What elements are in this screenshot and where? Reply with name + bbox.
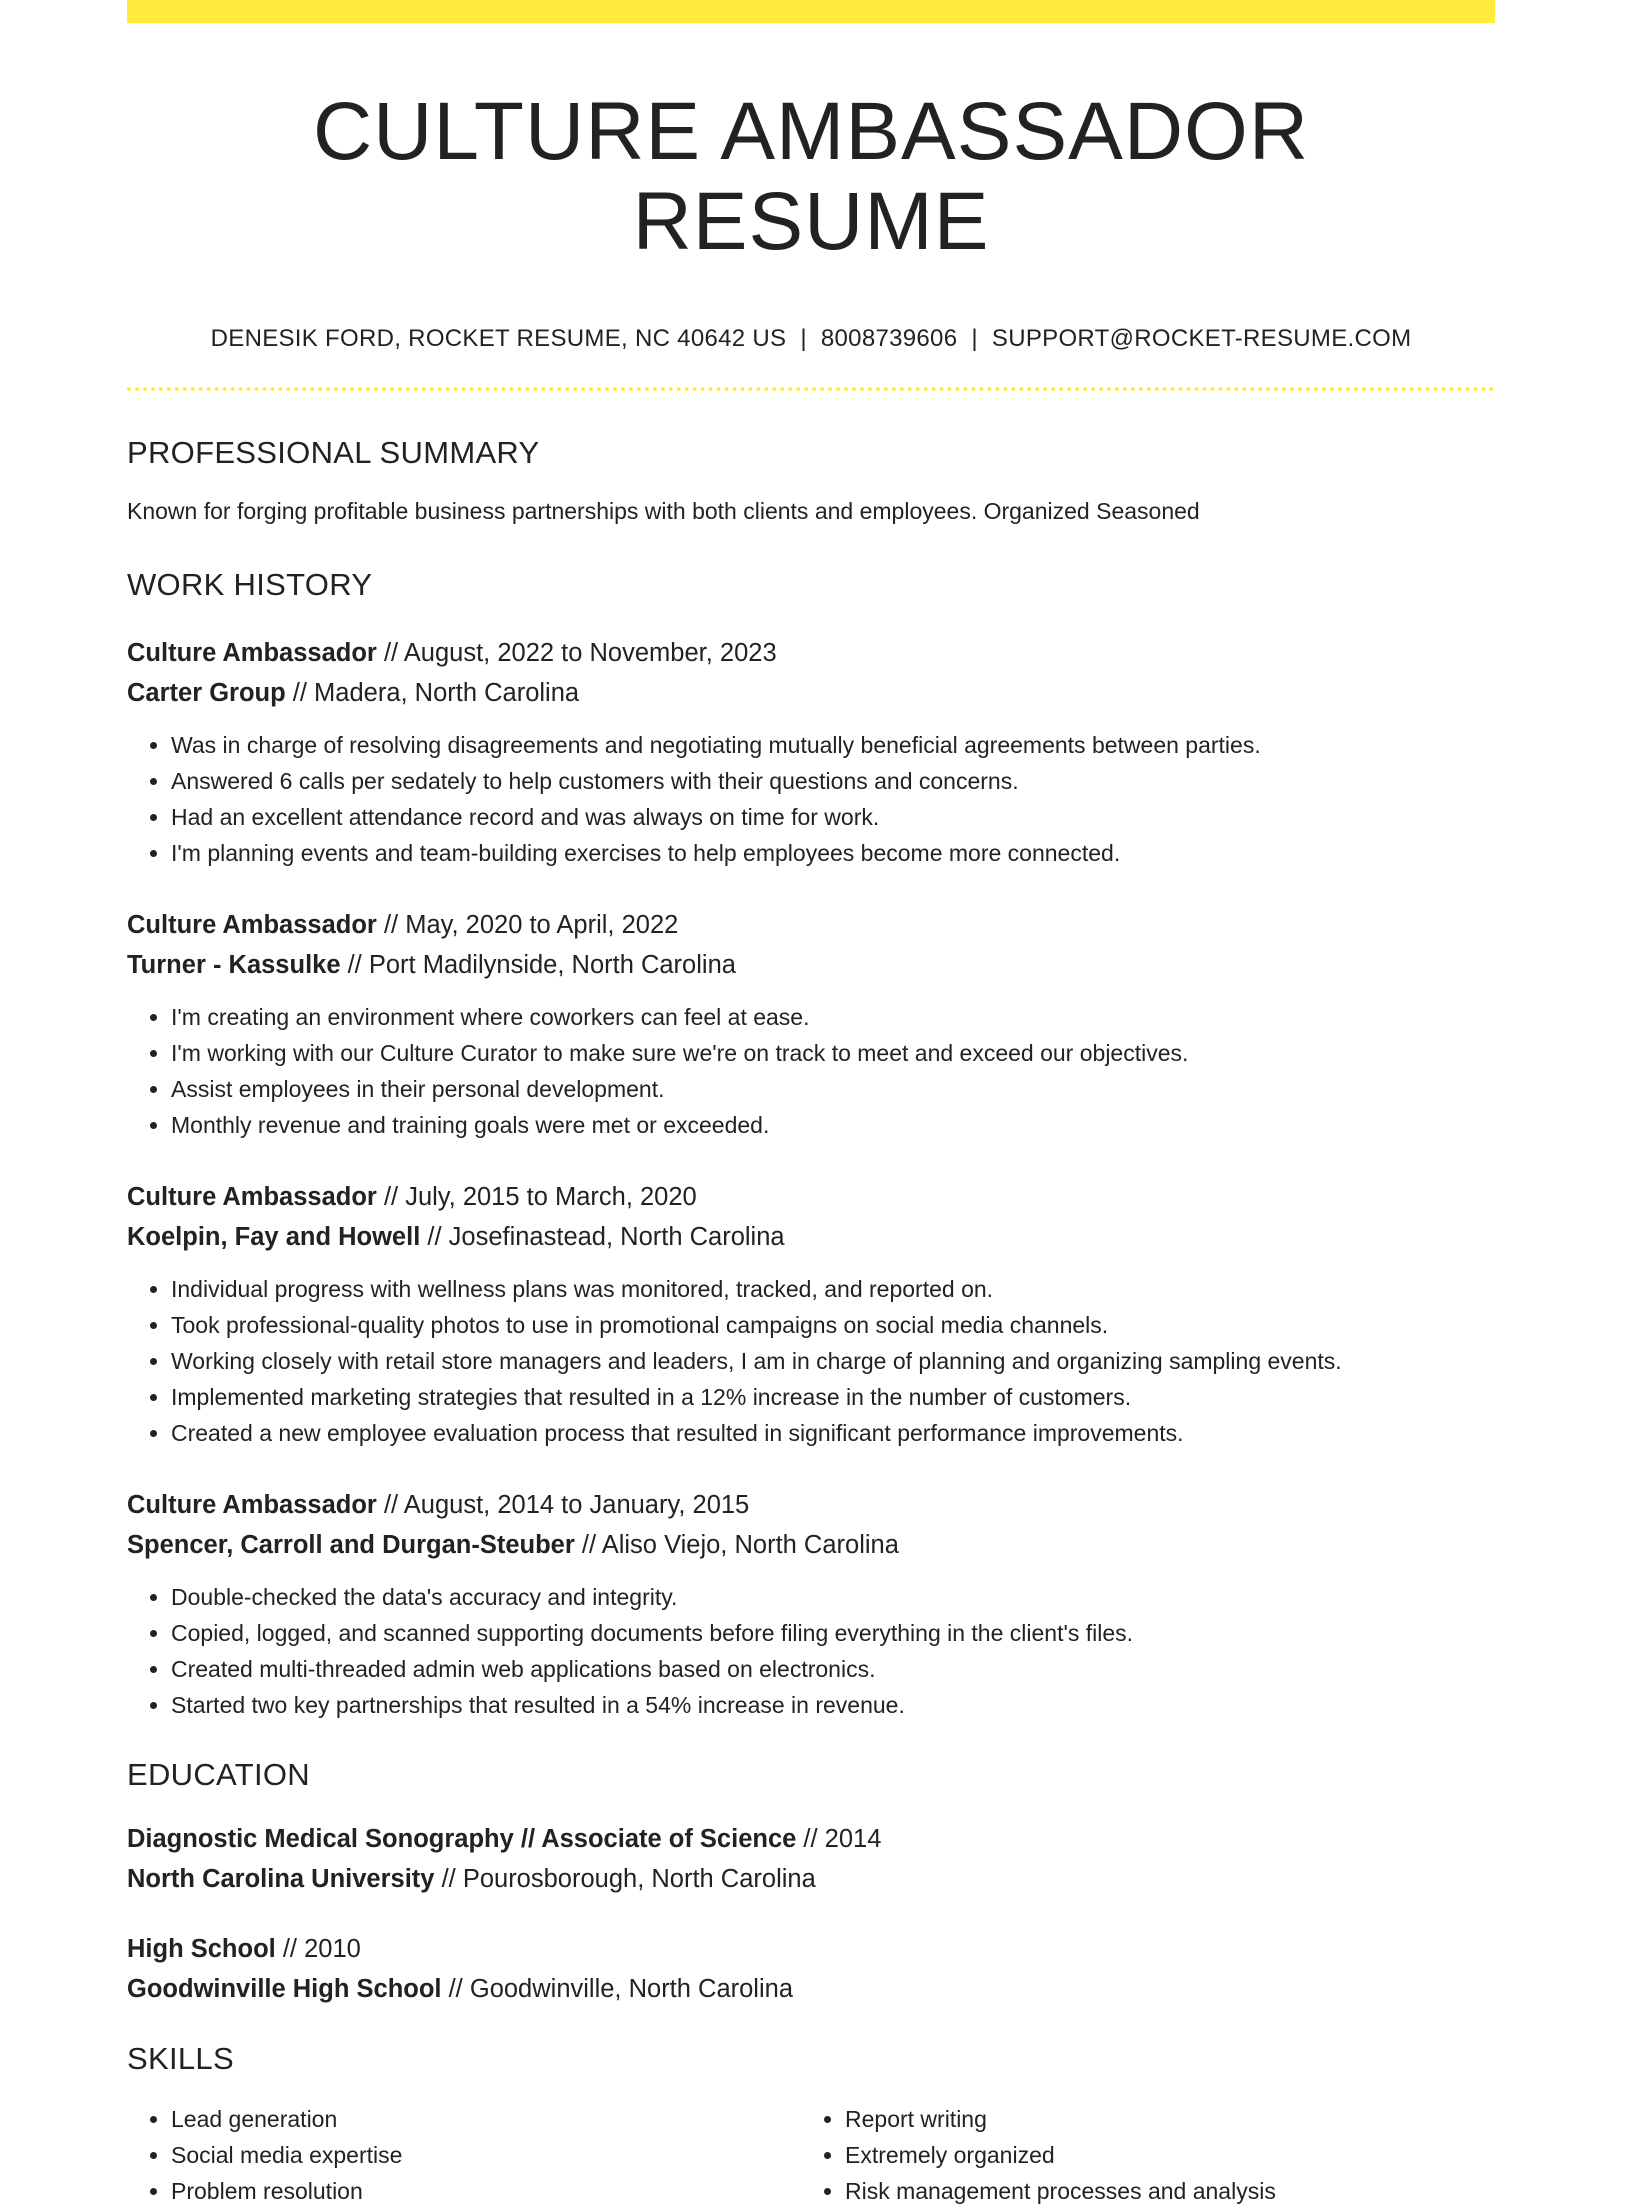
- job-company-line: [127, 1217, 1495, 1257]
- contact-address: DENESIK FORD, ROCKET RESUME, NC 40642 US: [210, 325, 787, 353]
- resume-title: CULTURE AMBASSADOR RESUME: [312, 86, 1310, 268]
- job-bullet: • Created a new employee evaluation process that resulted in significant performance improvements.: [171, 1415, 1495, 1451]
- contact-email: SUPPORT@ROCKET-RESUME.COM: [991, 325, 1412, 353]
- job-title-line: [127, 1177, 1495, 1217]
- education-school-line: [127, 1969, 1495, 2009]
- job-bullets: [127, 1579, 1495, 1723]
- skill-item: • Problem resolution: [171, 2173, 801, 2209]
- job-title: Culture Ambassador: [127, 1183, 377, 1212]
- job-bullets: [127, 1271, 1495, 1451]
- job-company: Spencer, Carroll and Durgan-Steuber: [127, 1531, 575, 1560]
- job-title-line: [127, 1485, 1495, 1525]
- job-title: Culture Ambassador: [127, 911, 377, 940]
- skills-heading: SKILLS: [127, 2041, 234, 2077]
- job-bullet: • Took professional-quality photos to use in promotional campaigns on social media channels.: [171, 1307, 1495, 1343]
- skill-item: • Social media expertise: [171, 2137, 801, 2173]
- job-dates: // August, 2014 to January, 2015: [376, 1491, 750, 1520]
- top-accent-bar: [127, 0, 1495, 23]
- job-location: // Aliso Viejo, North Carolina: [574, 1531, 899, 1560]
- skills-columns: [127, 2101, 1495, 2209]
- job-bullet: • Working closely with retail store managers and leaders, I am in charge of planning and organizing sampling events.: [171, 1343, 1495, 1379]
- skill-item: • Lead generation: [171, 2101, 801, 2137]
- education-year: // 2014: [796, 1825, 882, 1854]
- job-bullet: • Double-checked the data's accuracy and integrity.: [171, 1579, 1495, 1615]
- job-location: // Madera, North Carolina: [285, 679, 580, 708]
- job-location: // Port Madilynside, North Carolina: [340, 951, 736, 980]
- summary-text: Known for forging profitable business partnerships with both clients and employees. Organized Seasoned: [127, 498, 1200, 525]
- job-bullet: • Copied, logged, and scanned supporting documents before filing everything in the client's files.: [171, 1615, 1495, 1651]
- job-bullet: • Implemented marketing strategies that resulted in a 12% increase in the number of customers.: [171, 1379, 1495, 1415]
- contact-separator: |: [800, 325, 807, 353]
- summary-heading: PROFESSIONAL SUMMARY: [127, 435, 540, 471]
- job-title: Culture Ambassador: [127, 639, 377, 668]
- job-company: Carter Group: [127, 679, 286, 708]
- job-entry: [127, 905, 1495, 1143]
- education-degree-line: [127, 1819, 1495, 1859]
- job-bullet: • I'm planning events and team-building exercises to help employees become more connected.: [171, 835, 1495, 871]
- job-title-line: [127, 633, 1495, 673]
- job-company-line: [127, 1525, 1495, 1565]
- education-entry: [127, 1819, 1495, 1899]
- skills-left-column: [127, 2101, 801, 2209]
- job-company-line: [127, 945, 1495, 985]
- job-dates: // August, 2022 to November, 2023: [376, 639, 777, 668]
- job-dates: // May, 2020 to April, 2022: [376, 911, 679, 940]
- education-school-line: [127, 1859, 1495, 1899]
- job-entry: [127, 1177, 1495, 1451]
- skill-item: • Extremely organized: [845, 2137, 1475, 2173]
- education-location: // Goodwinville, North Carolina: [441, 1975, 793, 2004]
- work-history-heading: WORK HISTORY: [127, 567, 373, 603]
- dotted-divider: [127, 387, 1495, 391]
- skill-item: • Risk management processes and analysis: [845, 2173, 1475, 2209]
- resume-page: [127, 0, 1495, 2209]
- education-location: // Pourosborough, North Carolina: [434, 1865, 816, 1894]
- job-bullet: • I'm working with our Culture Curator to make sure we're on track to meet and exceed our objectives.: [171, 1035, 1495, 1071]
- education-entry: [127, 1929, 1495, 2009]
- job-bullet: • Had an excellent attendance record and was always on time for work.: [171, 799, 1495, 835]
- contact-separator: |: [971, 325, 978, 353]
- job-bullet: • Started two key partnerships that resulted in a 54% increase in revenue.: [171, 1687, 1495, 1723]
- job-bullet: • Assist employees in their personal development.: [171, 1071, 1495, 1107]
- job-bullet: • I'm creating an environment where coworkers can feel at ease.: [171, 999, 1495, 1035]
- job-bullets: [127, 999, 1495, 1143]
- education-school: Goodwinville High School: [127, 1975, 442, 2004]
- job-entry: [127, 1485, 1495, 1723]
- education-heading: EDUCATION: [127, 1757, 310, 1793]
- job-bullet: • Was in charge of resolving disagreements and negotiating mutually beneficial agreements between parties.: [171, 727, 1495, 763]
- job-title: Culture Ambassador: [127, 1491, 377, 1520]
- education-degree-line: [127, 1929, 1495, 1969]
- job-company-line: [127, 673, 1495, 713]
- education-school: North Carolina University: [127, 1865, 435, 1894]
- job-company: Turner - Kassulke: [127, 951, 341, 980]
- job-company: Koelpin, Fay and Howell: [127, 1223, 421, 1252]
- job-bullet: • Individual progress with wellness plans was monitored, tracked, and reported on.: [171, 1271, 1495, 1307]
- job-bullets: [127, 727, 1495, 871]
- job-location: // Josefinastead, North Carolina: [420, 1223, 785, 1252]
- job-bullet: • Monthly revenue and training goals were met or exceeded.: [171, 1107, 1495, 1143]
- skills-right-column: [801, 2101, 1475, 2209]
- education-degree: High School: [127, 1935, 276, 1964]
- job-dates: // July, 2015 to March, 2020: [376, 1183, 697, 1212]
- education-year: // 2010: [275, 1935, 361, 1964]
- job-title-line: [127, 905, 1495, 945]
- education-degree: Diagnostic Medical Sonography // Associate of Science: [127, 1825, 797, 1854]
- job-entry: [127, 633, 1495, 871]
- skill-item: • Report writing: [845, 2101, 1475, 2137]
- contact-phone: 8008739606: [820, 325, 958, 353]
- job-bullet: • Answered 6 calls per sedately to help customers with their questions and concerns.: [171, 763, 1495, 799]
- contact-line: [127, 325, 1495, 353]
- job-bullet: • Created multi-threaded admin web applications based on electronics.: [171, 1651, 1495, 1687]
